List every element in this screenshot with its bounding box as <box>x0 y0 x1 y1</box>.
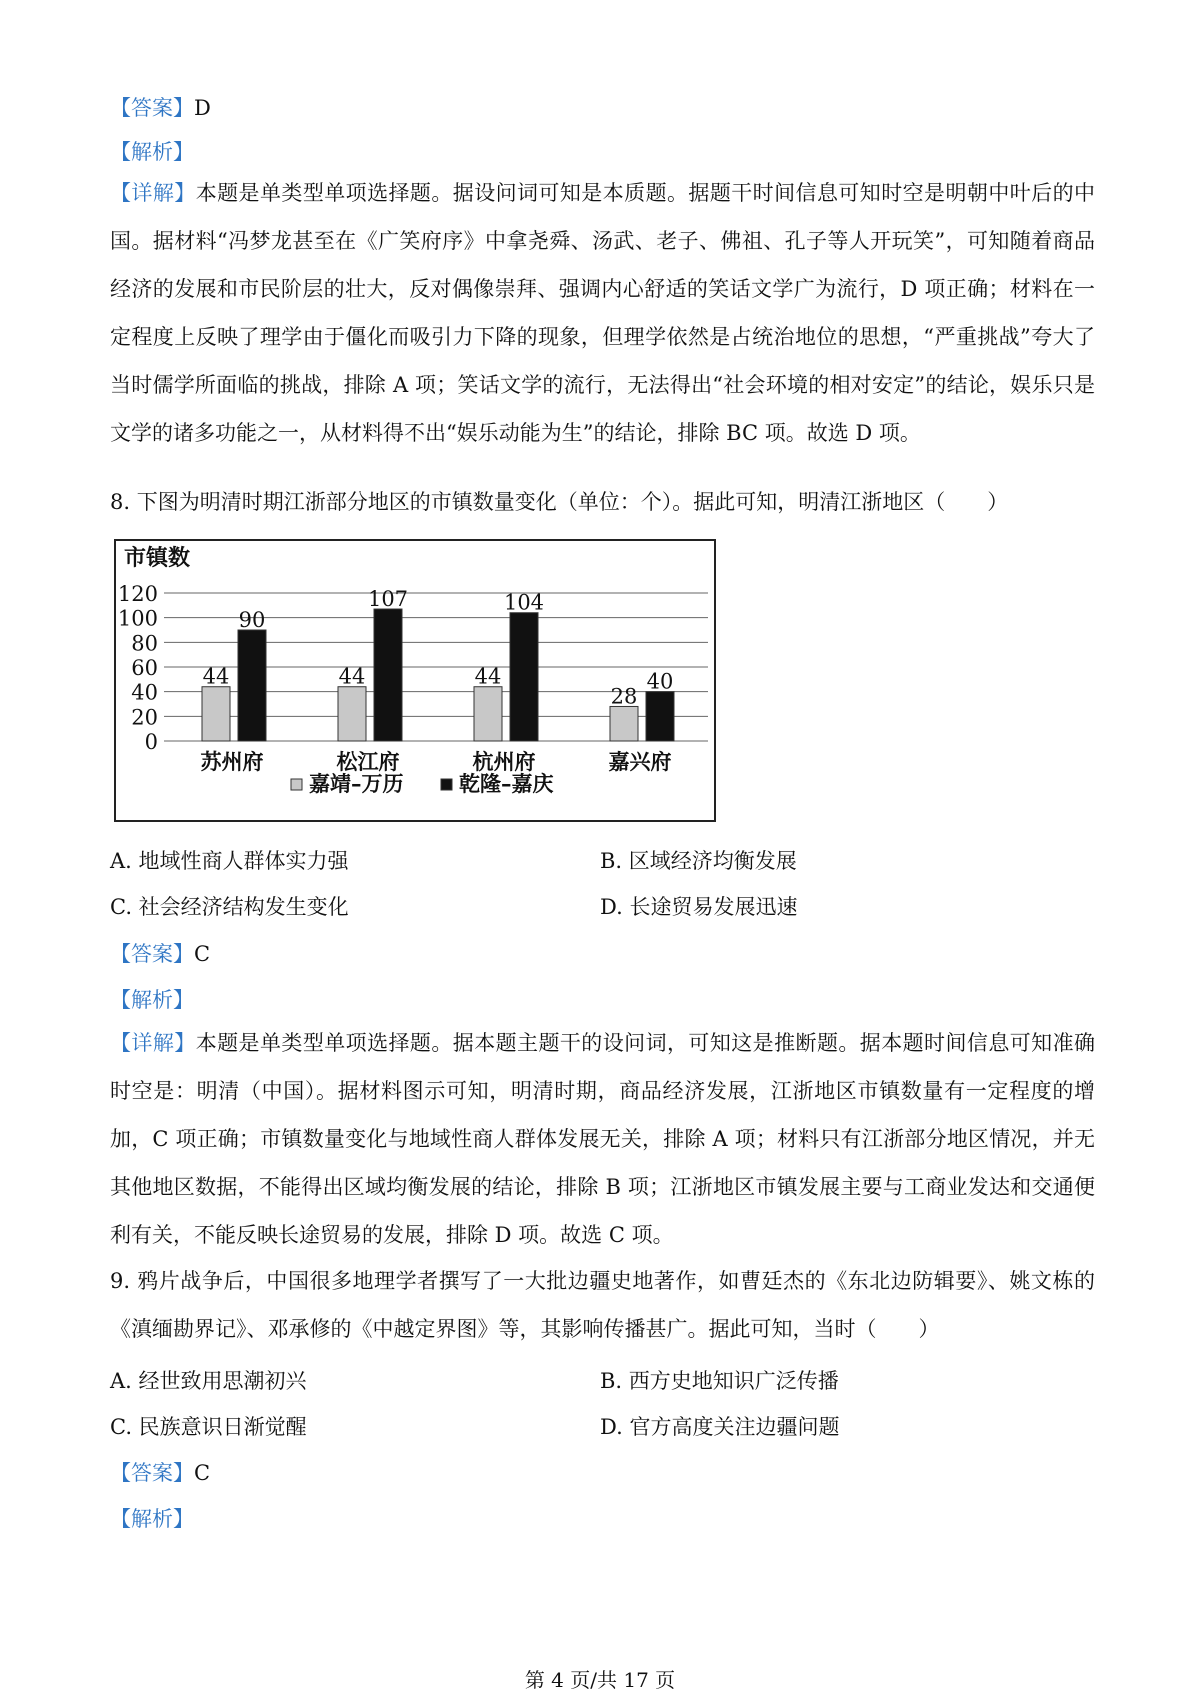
chart-ytick-label-5: 100 <box>117 606 158 631</box>
q7-detail <box>110 169 1095 457</box>
q8-analysis-tag: 【解析】 <box>110 988 194 1012</box>
chart-ytick-label-4: 80 <box>131 631 158 656</box>
chart-bar-3-0 <box>610 706 638 741</box>
q9-answer: C <box>194 1461 211 1485</box>
q8-answer-tag: 【答案】 <box>110 942 194 966</box>
chart-bar-3-1 <box>646 692 674 741</box>
chart-ytick-label-2: 40 <box>131 680 158 705</box>
chart-data-label-1-0: 44 <box>338 664 366 689</box>
chart-data-label-3-0: 28 <box>610 684 638 709</box>
chart-data-label-3-1: 40 <box>646 669 674 694</box>
page-footer: 第 4 页/共 17 页 <box>524 1668 676 1692</box>
chart-bar-0-1 <box>238 630 266 741</box>
q7-detail-tag: 【详解】 <box>110 181 196 205</box>
chart-ytick-label-1: 20 <box>131 705 158 730</box>
q9-option-a: A. 经世致用思潮初兴 <box>110 1369 307 1393</box>
q9-answer-tag: 【答案】 <box>110 1461 194 1485</box>
town-count-chart-svg <box>116 541 714 820</box>
chart-data-label-2-1: 104 <box>503 590 545 615</box>
chart-ytick-label-0: 0 <box>144 730 158 754</box>
chart-bar-0-0 <box>202 687 230 741</box>
q7-answer-line <box>110 94 1100 122</box>
chart-data-label-0-0: 44 <box>202 664 230 689</box>
q8-option-c: C. 社会经济结构发生变化 <box>110 895 349 919</box>
chart-data-label-1-1: 107 <box>367 587 409 612</box>
q8-detail-text: 本题是单类型单项选择题。据本题主题干的设问词，可知这是推断题。据本题时间信息可知准确时空是：明清（中国）。据材料图示可知，明清时期，商品经济发展，江浙地区市镇数量有一定程度的增加，C 项正确；市镇数量变化与地域性商人群体发展无关，排除 A 项；材料只有江浙部分地区情况，并无其他地区数据，不能得出区域均衡发展的结论，排除 B 项；江浙地区市镇发展主要与工商业发达和交通便利有关，不能反映长途贸易的发展，排除 D 项。故选 C 项。 <box>110 1031 1096 1247</box>
chart-category-label-2: 杭州府 <box>472 749 536 774</box>
chart-bar-1-1 <box>374 609 402 741</box>
chart-data-label-2-0: 44 <box>474 664 502 689</box>
chart-data-label-0-1: 90 <box>238 608 266 632</box>
q8-answer: C <box>194 942 211 966</box>
q9-stem: 9. 鸦片战争后，中国很多地理学者撰写了一大批边疆史地著作，如曹廷杰的《东北边防辑要》、姚文栋的《滇缅勘界记》、邓承修的《中越定界图》等，其影响传播甚广。据此可知，当时（ ） <box>110 1269 1095 1341</box>
chart-bar-2-0 <box>474 687 502 741</box>
chart-bar-1-0 <box>338 687 366 741</box>
chart-ylabel: 市镇数 <box>124 545 191 571</box>
q8-answer-line <box>110 940 1100 968</box>
q8-option-d: D. 长途贸易发展迅速 <box>600 895 798 919</box>
chart-bar-2-1 <box>510 613 538 741</box>
q8-detail <box>110 1019 1095 1259</box>
chart-legend-swatch-0 <box>291 779 302 790</box>
chart-legend-label-1: 乾隆–嘉庆 <box>459 771 554 796</box>
chart-ytick-label-3: 60 <box>131 656 158 680</box>
q9-option-b: B. 西方史地知识广泛传播 <box>600 1369 839 1393</box>
q7-detail-text: 本题是单类型单项选择题。据设问词可知是本质题。据题干时间信息可知时空是明朝中叶后的中国。据材料“冯梦龙甚至在《广笑府序》中拿尧舜、汤武、老子、佛祖、孔子等人开玩笑”，可知随着商品经济的发展和市民阶层的壮大，反对偶像崇拜、强调内心舒适的笑话文学广为流行，D 项正确；材料在一定程度上反映了理学由于僵化而吸引力下降的现象，但理学依然是占统治地位的思想，“严重挑战”夸大了当时儒学所面临的挑战，排除 A 项；笑话文学的流行，无法得出“社会环境的相对安定”的结论，娱乐只是文学的诸多功能之一，从材料得不出“娱乐动能为生”的结论，排除 BC 项。故选 D 项。 <box>110 181 1096 445</box>
chart-category-label-1: 松江府 <box>336 749 400 774</box>
chart-legend-swatch-1 <box>441 779 452 790</box>
town-count-chart <box>114 539 716 822</box>
chart-ytick-label-6: 120 <box>117 582 158 606</box>
q7-answer: D <box>194 96 211 120</box>
q9-analysis-tag: 【解析】 <box>110 1507 194 1531</box>
q8-option-a: A. 地域性商人群体实力强 <box>110 849 349 873</box>
q8-detail-tag: 【详解】 <box>110 1031 196 1055</box>
q9-answer-line <box>110 1459 1100 1487</box>
q8-stem: 8. 下图为明清时期江浙部分地区的市镇数量变化（单位：个）。据此可知，明清江浙地区（ ） <box>110 490 1009 514</box>
chart-category-label-0: 苏州府 <box>200 749 264 774</box>
q9-option-c: C. 民族意识日渐觉醒 <box>110 1415 307 1439</box>
q7-analysis-tag: 【解析】 <box>110 140 194 164</box>
q9-option-d: D. 官方高度关注边疆问题 <box>600 1415 840 1439</box>
chart-legend-label-0: 嘉靖–万历 <box>309 771 404 796</box>
q8-option-b: B. 区域经济均衡发展 <box>600 849 797 873</box>
chart-category-label-3: 嘉兴府 <box>608 749 672 774</box>
q7-answer-tag: 【答案】 <box>110 96 194 120</box>
